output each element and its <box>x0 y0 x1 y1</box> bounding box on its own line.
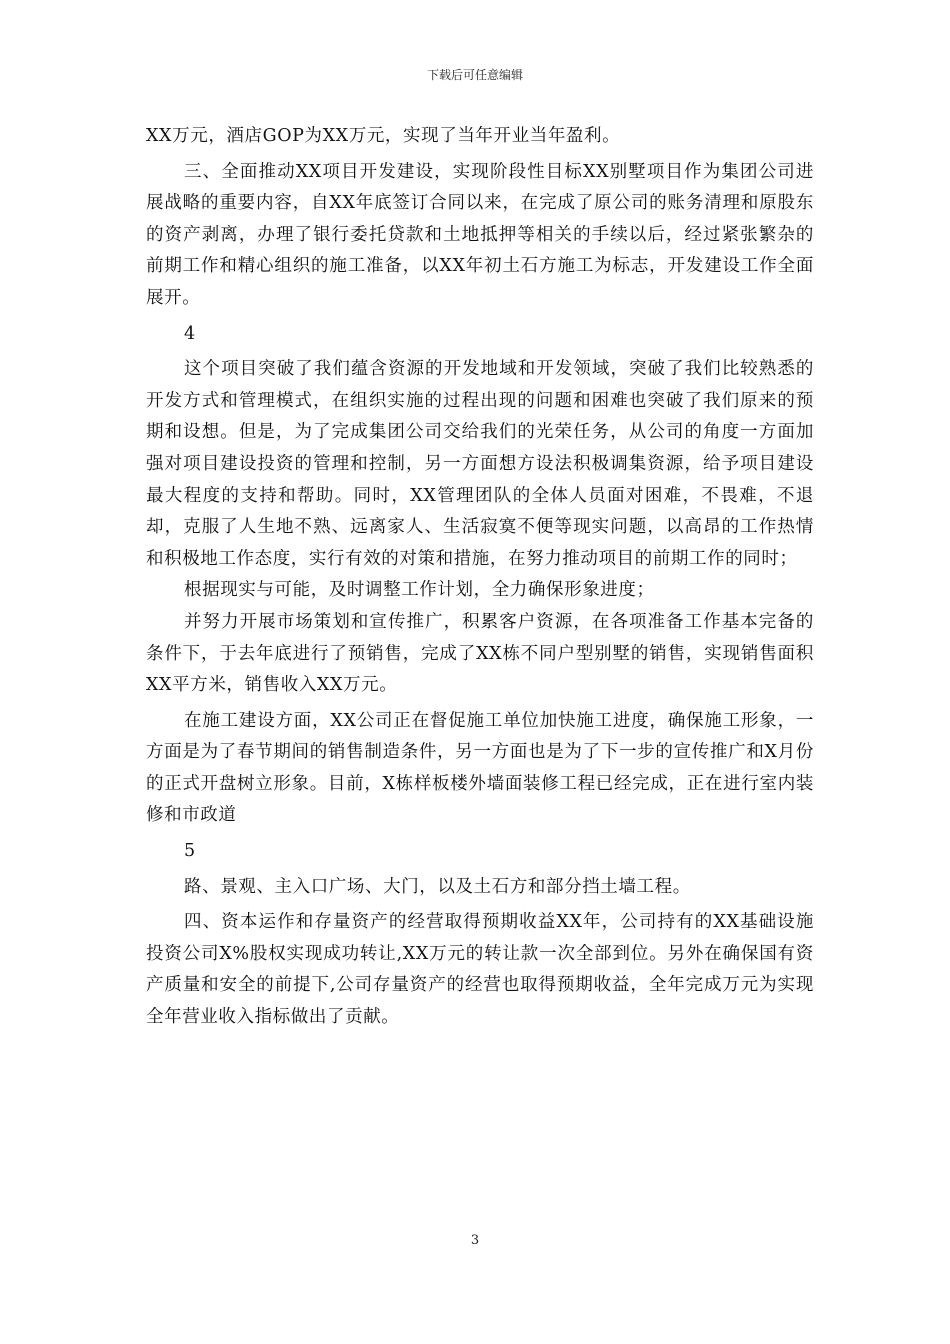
paragraph-section-four: 四、资本运作和存量资产的经营取得预期收益XX年，公司持有的XX基础设施投资公司X%股权实现成功转让,XX万元的转让款一次全部到位。另外在确保国有资产质量和安全的前提下,公司存量资产的经营也取得预期收益，全年完成万元为实现全年营业收入指标做出了贡献。 <box>146 912 814 1028</box>
page-number: 3 <box>470 1233 480 1248</box>
paragraph-construction: 在施工建设方面，XX公司正在督促施工单位加快施工进度，确保施工形象，一方面是为了春节期间的销售制造条件，另一方面也是为了下一步的宣传推广和X月份的正式开盘树立形象。目前，X栋样板楼外墙面装修工程已经完成，正在进行室内装修和市政道 <box>146 710 814 826</box>
paragraph-project-breakthrough: 这个项目突破了我们蕴含资源的开发地域和开发领域，突破了我们比较熟悉的开发方式和管理模式，在组织实施的过程出现的问题和困难也突破了我们原来的预期和设想。但是，为了完成集团公司交给我们的光荣任务，从公司的角度一方面加强对项目建设投资的管理和控制，另一方面想方设法积极调集资源，给予项目建设最大程度的支持和帮助。同时，XX管理团队的全体人员面对困难，不畏难，不退却，克服了人生地不熟、远离家人、生活寂寞不便等现实问题，以高昂的工作热情和积极地工作态度，实行有效的对策和措施，在努力推动项目的前期工作的同时； <box>146 359 814 569</box>
paragraph-continued: XX万元，酒店GOP为XX万元，实现了当年开业当年盈利。 <box>146 126 621 146</box>
paragraph-adjust-plan: 根据现实与可能，及时调整工作计划，全力确保形象进度； <box>184 580 655 601</box>
paragraph-section-three: 三、全面推动XX项目开发建设，实现阶段性目标XX别墅项目作为集团公司进展战略的重要内容，自XX年底签订合同以来，在完成了原公司的账务清理和原股东的资产剥离，办理了银行委托贷款和土地抵押等相关的手续以后，经过紧张繁杂的前期工作和精心组织的施工准备，以XX年初土石方施工为标志，开发建设工作全面展开。 <box>146 161 814 308</box>
inline-number-5: 5 <box>184 841 196 862</box>
document-body <box>146 121 814 1034</box>
paragraph-roads-landscape: 路、景观、主入口广场、大门，以及土石方和部分挡土墙工程。 <box>184 876 691 897</box>
page-header: 下载后可任意编辑 <box>426 68 523 82</box>
inline-number-4: 4 <box>184 323 196 344</box>
paragraph-marketing: 并努力开展市场策划和宣传推广，积累客户资源，在各项准备工作基本完备的条件下，于去年底进行了预销售，完成了XX栋不同户型别墅的销售，实现销售面积XX平方米，销售收入XX万元。 <box>146 611 814 696</box>
